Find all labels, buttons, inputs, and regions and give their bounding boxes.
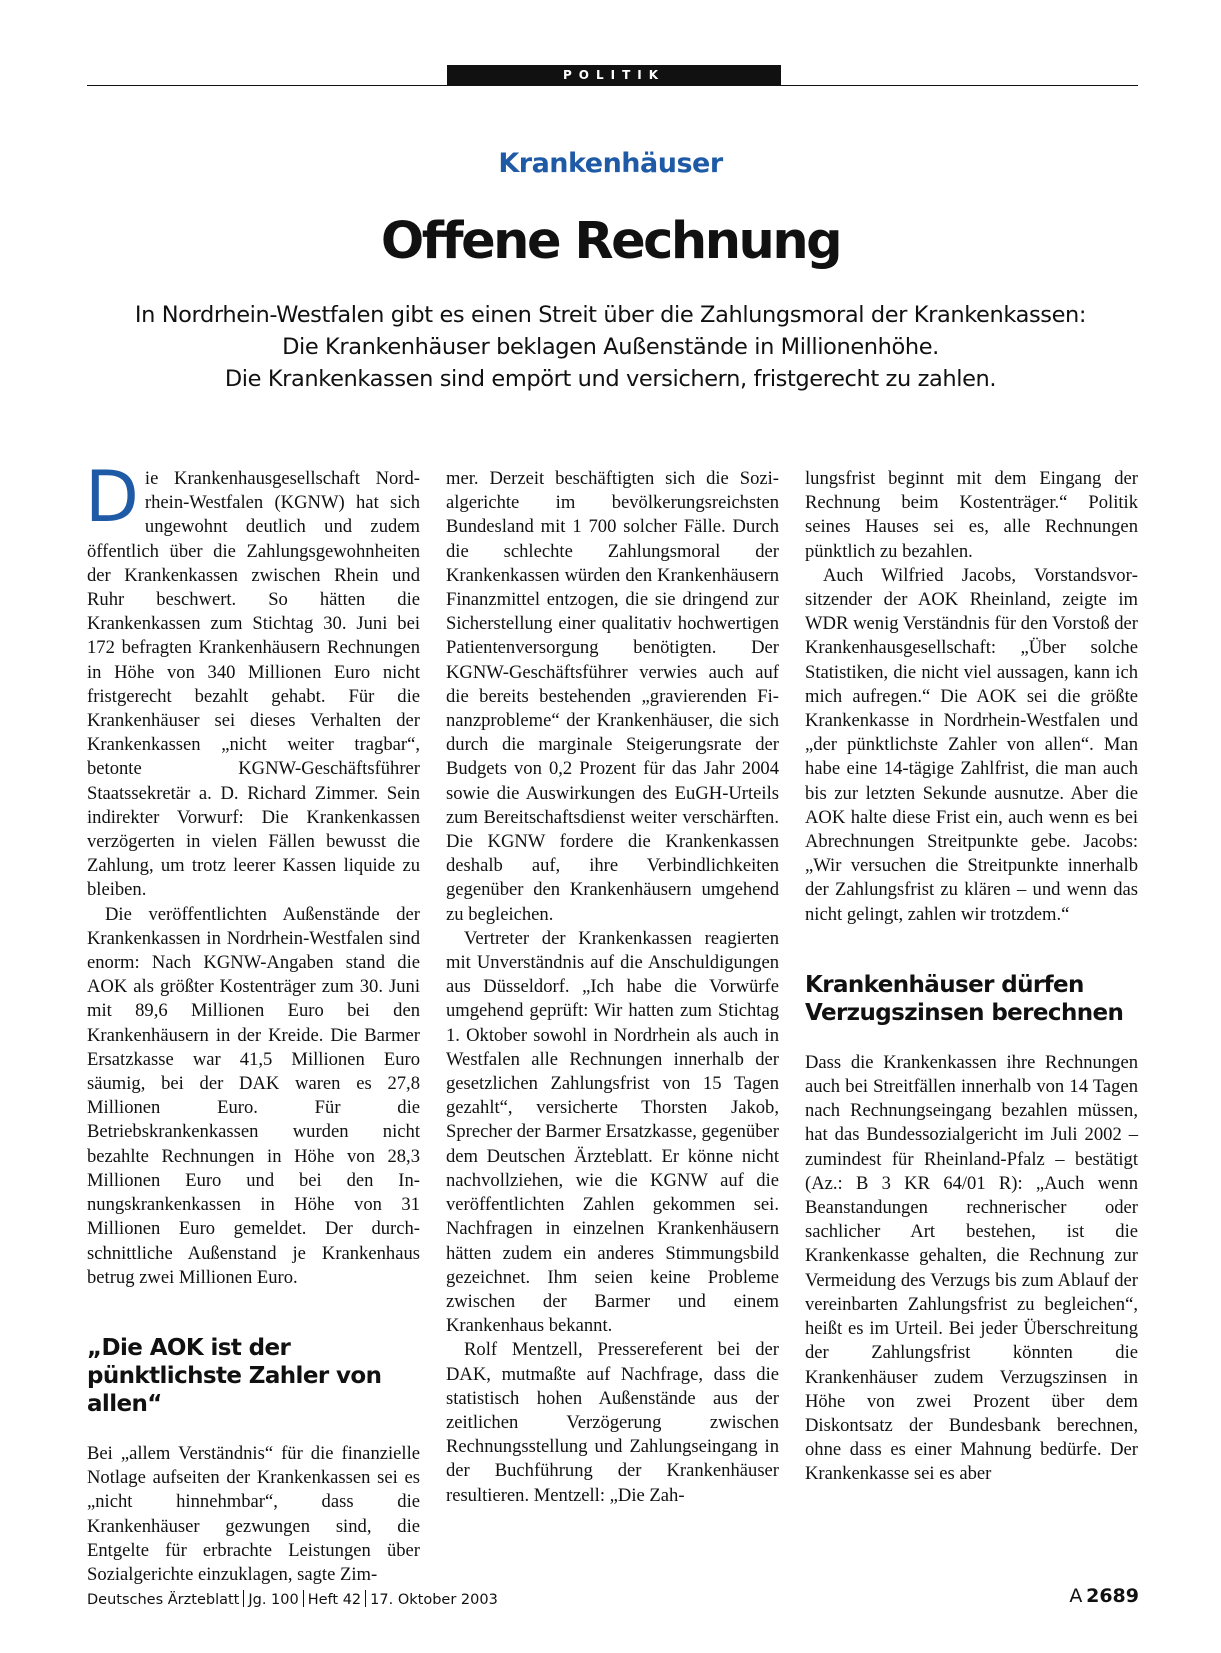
paragraph-text: ie Krankenhausgesellschaft Nordrhein-Westfalen (KGNW) hat sich ungewohnt deutlich und zudem öffentlich über die Zahlungsgewohnheiten der Krankenkassen zwischen Rhein und Ruhr beschwert. So hätten die Krankenkassen zum Stichtag 30. Juni bei 172 befragten Krankenhäusern Rechnungen in Höhe von 340 Millionen Euro nicht fristgerecht bezahlt gehabt. Für die Krankenhäuser sei dieses Verhalten der Krankenkassen „nicht weiter tragbar“, betonte KGNW-Geschäftsführer Staatssekretär a. D. Richard Zimmer. Sein indirekter Vorwurf: Die Krankenkassen verzögerten in vielen Fällen bewusst die Zahlung, um trotz leerer Kassen liquide zu bleiben. [87,468,420,901]
lead-line: Die Krankenkassen sind empört und versichern, fristgerecht zu zahlen. [224,366,997,392]
section-rubric: POLITIK [447,65,781,85]
footer-separator [243,1590,244,1607]
text-column-3 [805,467,1138,1557]
body-paragraph: Die veröffentlichten Außenstände der Krankenkassen in Nordrhein-Westfalen sind enorm: Nach KGNW-Angaben stand die AOK als größter Kostenträger zum 30. Juni mit 89,6 Millionen Euro bei den Krankenhäusern in der Kreide. Die Barmer Ersatzkasse war 41,5 Millionen Euro säumig, bei der DAK waren es 27,8 Millionen Euro. Für die Betriebskrankenkassen wurden nicht bezahlte Rechnungen in Höhe von 28,3 Millionen Euro und bei den Innungskrankenkassen in Höhe von 31 Millionen Euro gemeldet. Der durchschnittliche Außenstand je Krankenhaus betrug zwei Millionen Euro. [87,903,420,1288]
body-paragraph: Auch Wilfried Jacobs, Vorstandsvorsitzender der AOK Rheinland, zeigte im WDR wenig Verständnis für den Vorstoß der Krankenhausgesellschaft: „Über solche Statistiken, die nicht viel aussagen, kann ich mich aufregen.“ Die AOK sei die größte Krankenkasse in Nordrhein-Westfalen und „der pünktlichste Zahler von allen“. Man habe eine 14-tägige Zahlfrist, die man auch bis zur letzten Sekunde ausnutze. Aber die AOK halte diese Frist ein, auch wenn es bei Abrechnungen Streitpunkte gebe. Jacobs: „Wir versuchen die Streitpunkte innerhalb der Zahlungsfrist zu klären – und wenn das nicht gelingt, zahlen wir trotzdem.“ [805,564,1138,925]
rubric-rule [87,85,1138,86]
issue-date: 17. Oktober 2003 [370,1592,498,1608]
article-lead [60,299,1161,395]
section-subheading: „Die AOK ist der pünktlichste Zahler von allen“ [87,1334,382,1417]
body-paragraph: Vertreter der Krankenkassen reagierten mit Unverständnis auf die Anschuldigungen aus Düsseldorf. „Ich habe die Vorwürfe umgehend geprüft: Wir hatten zum Stichtag 1. Oktober sowohl in Nordrhein als auch in Westfalen alle Rechnungen innerhalb der gesetzlichen Zahlungsfrist von 15 Tagen gezahlt“, versicherte Thorsten Jakob, Sprecher der Barmer Ersatzkasse, gegenüber dem Deutschen Ärzteblatt. Er könne nicht nachvollziehen, wie die KGNW auf die veröffentlichten Zahlen gekommen sei. Nachfragen in einzelnen Krankenhäusern hätten zudem ein anderes Stimmungsbild gezeichnet. Ihm seien keine Probleme zwischen der Barmer und einem Krankenhaus bekannt. [446,927,779,1337]
text-column-1 [85,456,420,1585]
drop-cap: D [85,456,139,538]
journal-issue: Heft 42 [307,1592,362,1608]
footer-separator [365,1590,366,1607]
page-prefix: A [1069,1585,1083,1607]
lead-line: In Nordrhein-Westfalen gibt es einen Streit über die Zahlungsmoral der Krankenkassen: [134,302,1087,328]
section-subheading: Krankenhäuser dürfen Verzugszinsen berechnen [805,971,1124,1026]
journal-name: Deutsches Ärzteblatt [87,1592,240,1608]
body-paragraph: Bei „allem Verständnis“ für die finanzielle Notlage aufseiten der Krankenkassen sei es „nicht hinnehmbar“, dass die Krankenhäuser gezwungen sind, die Entgelte für erbrachte Leistungen über Sozialgerichte einzuklagen, sagte Zim- [87,1442,420,1585]
body-paragraph: Dass die Krankenkassen ihre Rechnungen auch bei Streitfällen innerhalb von 14 Tagen nach Rechnungseingang bezahlen müssen, hat das Bundessozialgericht im Juli 2002 – zumindest für Rheinland-Pfalz – bestätigt (Az.: B 3 KR 64/01 R): „Auch wenn Beanstandungen rechnerischer oder sachlicher Art bestehen, ist die Krankenkasse gehalten, die Rechnung zur Vermeidung des Verzugs bis zum Ablauf der vereinbarten Zahlungsfrist zu begleichen“, heißt es im Urteil. Bei jeder Überschreitung der Zahlungsfrist könnten die Krankenhäuser zudem Verzugszinsen in Höhe von zwei Prozent über dem Diskontsatz der Bundesbank berechnen, ohne dass es einer Mahnung bedürfe. Der Krankenkasse sei es aber [805,1051,1138,1485]
page-number-value: 2689 [1086,1585,1139,1607]
page-footer-citation [87,1590,498,1608]
article-kicker: Krankenhäuser [498,148,723,179]
body-paragraph: Rolf Mentzell, Pressereferent bei der DAK, mutmaßte auf Nachfrage, dass die statistisch hohen Außenstände aus der zeitlichen Verzögerung zwischen Rechnungsstellung und Zahlungseingang in der Buchführung der Krankenhäuser resultieren. Mentzell: „Die Zah- [446,1339,779,1506]
body-paragraph [85,456,420,903]
text-column-2 [446,467,779,1557]
footer-separator [303,1590,304,1607]
journal-volume: Jg. 100 [248,1592,299,1608]
body-paragraph: lungsfrist beginnt mit dem Eingang der Rechnung beim Kostenträger.“ Politik seines Hauses sei es, alle Rechnungen pünktlich zu bezahlen. [805,468,1138,562]
page-number [1069,1585,1139,1607]
article-headline: Offene Rechnung [380,212,841,271]
body-paragraph: mer. Derzeit beschäftigten sich die Sozialgerichte im bevölkerungsreichsten Bundesland mit 1 700 solcher Fälle. Durch die schlechte Zahlungsmoral der Krankenkassen würden den Krankenhäusern Finanzmittel entzogen, die sie dringend zur Sicherstellung einer qualitativ hochwertigen Patientenversorgung benötigten. Der KGNW-Geschäftsführer verwies auch auf die bereits bestehenden „gravierenden Finanzprobleme“ der Krankenhäuser, die sich durch die marginale Steigerungsrate der Budgets von 0,2 Prozent für das Jahr 2004 sowie die Auswirkungen des EuGH-Urteils zum Bereitschaftsdienst weiter verschärften. Die KGNW fordere die Krankenkassen deshalb auf, ihre Verbindlichkeiten gegenüber den Krankenhäusern umgehend zu begleichen. [446,468,779,925]
lead-line: Die Krankenhäuser beklagen Außenstände in Millionenhöhe. [282,334,939,360]
